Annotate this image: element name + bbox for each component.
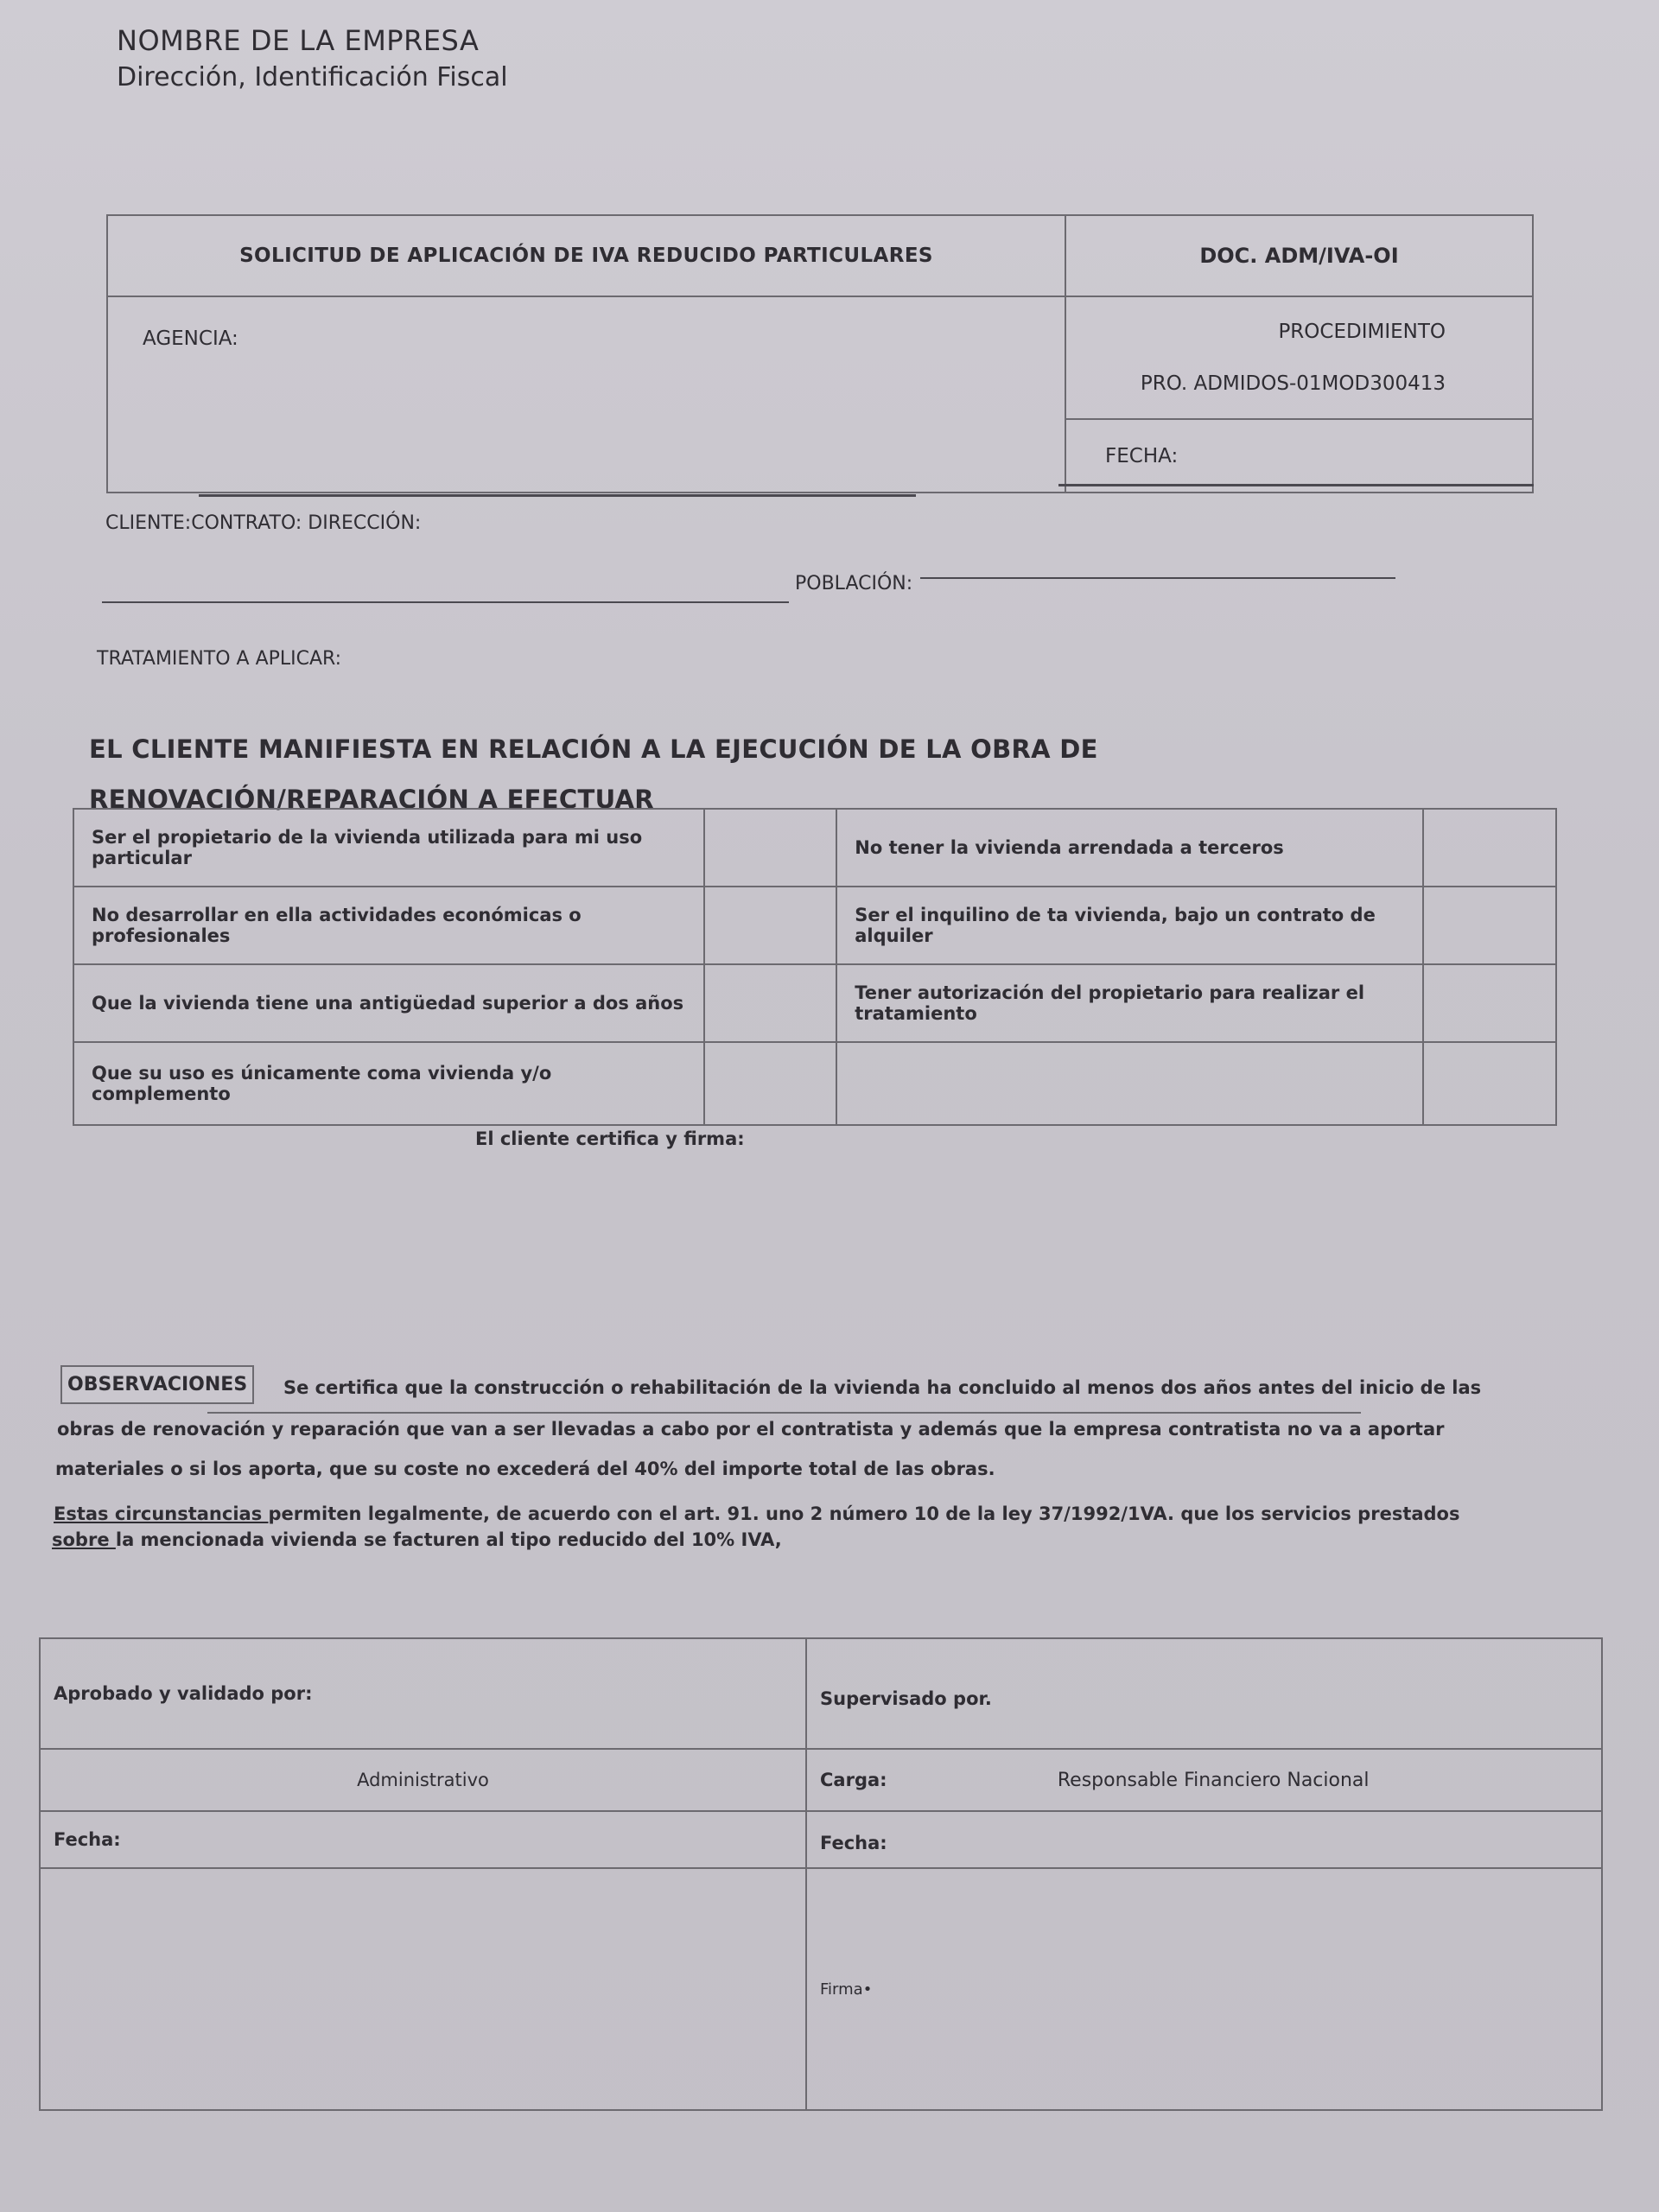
observaciones-divider xyxy=(207,1412,1361,1414)
poblacion-line[interactable] xyxy=(920,577,1395,579)
aprobado-cell[interactable] xyxy=(40,1638,806,1749)
fecha-underline xyxy=(1058,484,1534,486)
firma-label: Firma• xyxy=(820,1980,873,1999)
company-name: NOMBRE DE LA EMPRESA xyxy=(117,24,480,57)
procedure-code: PRO. ADMIDOS-01MOD300413 xyxy=(1140,372,1446,396)
condition-row xyxy=(73,887,1556,964)
observaciones-line-4-text: permiten legalmente, de acuerdo con el art. 91. uno 2 número 10 de la ley 37/1992/1VA. que los servicios prestados xyxy=(268,1503,1460,1524)
checkbox-cell[interactable] xyxy=(1423,964,1556,1042)
checkbox-cell[interactable] xyxy=(704,809,837,887)
cliente-underline xyxy=(199,494,916,497)
company-address: Dirección, Identificación Fiscal xyxy=(117,62,508,92)
fecha-field[interactable] xyxy=(1065,419,1533,493)
fecha-label: FECHA: xyxy=(1105,444,1179,467)
condition-left: No desarrollar en ella actividades económicas o profesionales xyxy=(73,887,704,964)
condition-left: Que su uso es únicamente coma vivienda y/o complemento xyxy=(73,1042,704,1125)
underlined-text: Estas circunstancias xyxy=(54,1503,269,1524)
section-heading: EL CLIENTE MANIFIESTA EN RELACIÓN A LA EJECUCIÓN DE LA OBRA DE RENOVACIÓN/REPARACIÓN A EFECTUAR xyxy=(89,734,1098,814)
observaciones-line-1: Se certifica que la construcción o rehabilitación de la vivienda ha concluido al menos dos años antes del inicio de las xyxy=(283,1377,1482,1398)
observaciones-line-5 xyxy=(52,1529,782,1550)
agencia-label: AGENCIA: xyxy=(143,327,238,350)
checkbox-cell[interactable] xyxy=(1423,887,1556,964)
supervisado-label: Supervisado por. xyxy=(820,1688,992,1709)
observaciones-line-3: materiales o si los aporta, que su coste no excederá del 40% del importe total de las obras. xyxy=(55,1459,995,1479)
condition-row xyxy=(73,809,1556,887)
observaciones-line-2: obras de renovación y reparación que van a ser llevadas a cabo por el contratista y además que la empresa contratista no va a aportar xyxy=(57,1419,1445,1440)
signature-left-cell[interactable] xyxy=(40,1868,806,2110)
doc-code: DOC. ADM/IVA-OI xyxy=(1065,215,1533,296)
aprobado-label: Aprobado y validado por: xyxy=(54,1683,313,1704)
cliente-label: CLIENTE:CONTRATO: DIRECCIÓN: xyxy=(105,512,422,534)
responsable-label: Responsable Financiero Nacional xyxy=(1057,1769,1370,1791)
condition-row xyxy=(73,964,1556,1042)
condition-right: Ser el inquilino de ta vivienda, bajo un contrato de alquiler xyxy=(836,887,1423,964)
form-title: SOLICITUD DE APLICACIÓN DE IVA REDUCIDO PARTICULARES xyxy=(107,215,1065,296)
procedure-label: PROCEDIMIENTO xyxy=(1278,321,1446,344)
agencia-field[interactable] xyxy=(107,296,1065,493)
condition-right: No tener la vivienda arrendada a terceros xyxy=(836,809,1423,887)
observaciones-line-4 xyxy=(54,1503,1459,1524)
condition-left: Que la vivienda tiene una antigüedad superior a dos años xyxy=(73,964,704,1042)
checkbox-cell[interactable] xyxy=(704,1042,837,1125)
observaciones-line-5-text: la mencionada vivienda se facturen al tipo reducido del 10% IVA, xyxy=(115,1529,782,1550)
certifica-label: El cliente certifica y firma: xyxy=(475,1128,745,1149)
carga-cell xyxy=(806,1749,1602,1811)
checkbox-cell[interactable] xyxy=(704,964,837,1042)
condition-right: Tener autorización del propietario para realizar el tratamiento xyxy=(836,964,1423,1042)
fecha-right-cell[interactable] xyxy=(806,1811,1602,1868)
underlined-text: sobre xyxy=(52,1529,116,1550)
checkbox-cell[interactable] xyxy=(1423,809,1556,887)
procedure-cell xyxy=(1065,296,1533,419)
carga-label: Carga: xyxy=(820,1769,887,1790)
header-table xyxy=(106,214,1534,493)
fecha-right-label: Fecha: xyxy=(820,1833,887,1853)
administrativo-cell xyxy=(40,1749,806,1811)
condition-left: Ser el propietario de la vivienda utilizada para mi uso particular xyxy=(73,809,704,887)
observaciones-label: OBSERVACIONES xyxy=(60,1365,254,1404)
conditions-table xyxy=(73,808,1557,1126)
poblacion-label: POBLACIÓN: xyxy=(795,573,913,594)
fecha-left-cell[interactable] xyxy=(40,1811,806,1868)
fecha-left-label: Fecha: xyxy=(54,1829,121,1850)
firma-cell[interactable] xyxy=(806,1868,1602,2110)
administrativo-label: Administrativo xyxy=(357,1770,489,1790)
condition-right xyxy=(836,1042,1423,1125)
supervisado-cell[interactable] xyxy=(806,1638,1602,1749)
checkbox-cell[interactable] xyxy=(704,887,837,964)
checkbox-cell[interactable] xyxy=(1423,1042,1556,1125)
condition-row xyxy=(73,1042,1556,1125)
direccion-line[interactable] xyxy=(102,601,789,603)
tratamiento-label: TRATAMIENTO A APLICAR: xyxy=(97,648,342,670)
approval-table xyxy=(39,1637,1603,2111)
